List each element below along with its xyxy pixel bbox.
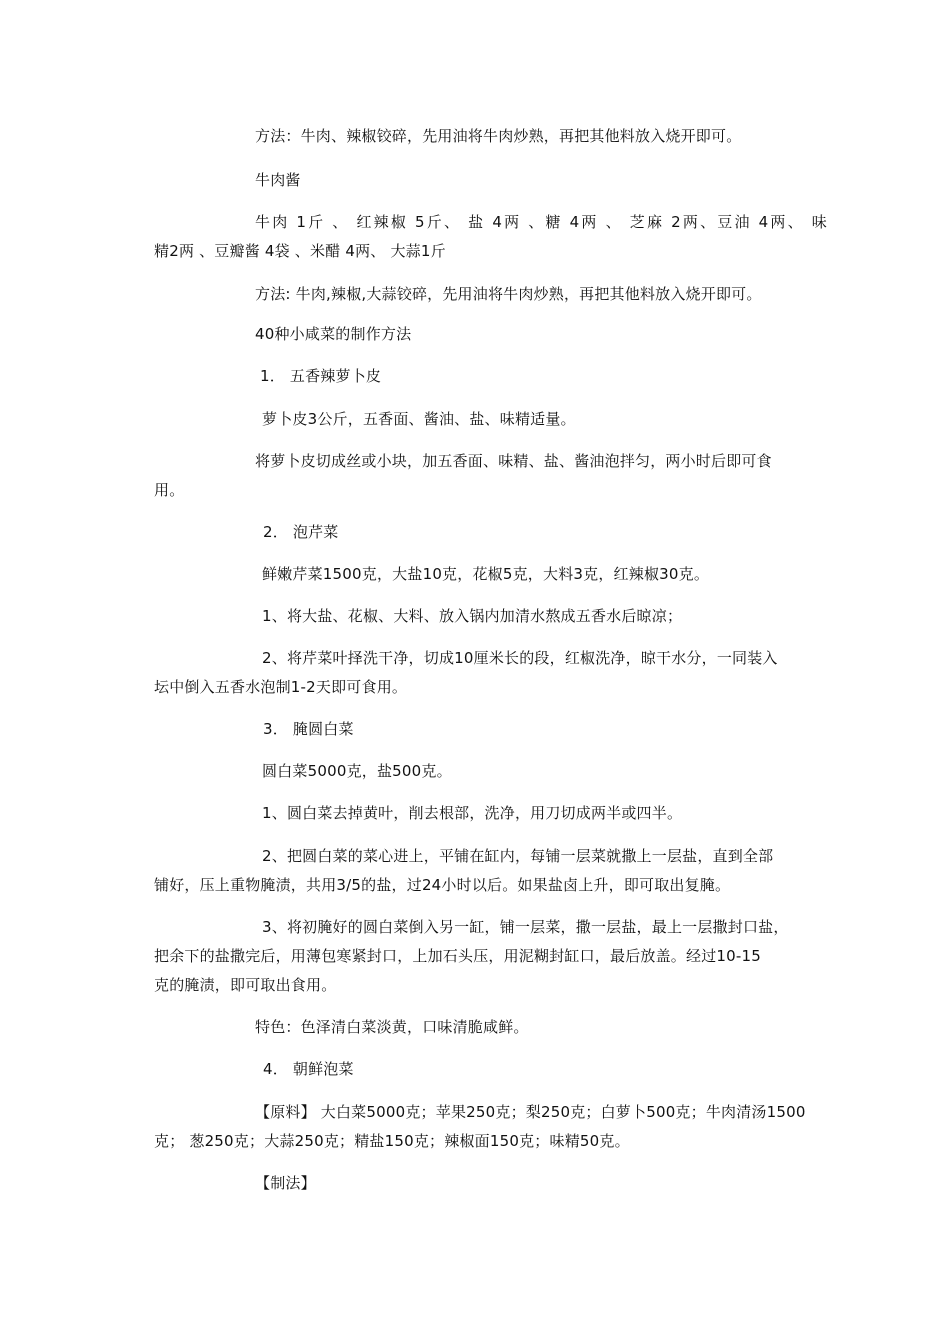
recipe-3-step-3-line-1: 3、将初腌好的圆白菜倒入另一缸，铺一层菜，撒一层盐，最上一层撒封口盐， xyxy=(262,918,789,936)
ingredients-line-2: 精2两 、豆瓣酱 4袋 、米醋 4两、 大蒜1斤 xyxy=(154,242,446,260)
recipe-3-step-3-line-3: 克的腌渍，即可取出食用。 xyxy=(154,976,337,994)
recipe-3-feature: 特色：色泽清白菜淡黄，口味清脆咸鲜。 xyxy=(255,1018,529,1036)
recipe-4-ingredients-line-1: 【原料】 大白菜5000克；苹果250克；梨250克；白萝卜500克；牛肉清汤1500 xyxy=(255,1103,806,1121)
section-title-pickles: 40种小咸菜的制作方法 xyxy=(255,325,412,343)
ingredients-line-1: 牛肉 1斤 、 红辣椒 5斤、 盐 4两 、糖 4两 、 芝麻 2两、豆油 4两、 味 xyxy=(255,213,827,231)
recipe-4-title: 4． 朝鲜泡菜 xyxy=(263,1060,354,1078)
recipe-3-step-2-line-1: 2、把圆白菜的菜心进上，平铺在缸内，每铺一层菜就撒上一层盐，直到全部 xyxy=(262,847,774,865)
recipe-1-method-line-2: 用。 xyxy=(154,481,185,499)
recipe-1-method-line-1: 将萝卜皮切成丝或小块，加五香面、味精、盐、酱油泡拌匀，两小时后即可食 xyxy=(255,452,772,470)
method-line-beef-chili: 方法：牛肉、辣椒铰碎，先用油将牛肉炒熟，再把其他料放入烧开即可。 xyxy=(255,127,742,145)
recipe-2-title: 2． 泡芹菜 xyxy=(263,523,339,541)
recipe-3-step-1: 1、圆白菜去掉黄叶，削去根部，洗净，用刀切成两半或四半。 xyxy=(262,804,683,822)
recipe-3-ingredients: 圆白菜5000克，盐500克。 xyxy=(262,762,452,780)
recipe-4-ingredients-line-2: 克； 葱250克；大蒜250克；精盐150克；辣椒面150克；味精50克。 xyxy=(154,1132,630,1150)
recipe-3-title: 3． 腌圆白菜 xyxy=(263,720,354,738)
recipe-1-title: 1． 五香辣萝卜皮 xyxy=(260,367,382,385)
recipe-3-step-3-line-2: 把余下的盐撒完后，用薄包寒紧封口，上加石头压，用泥糊封缸口，最后放盖。经过10-15 xyxy=(154,947,761,965)
recipe-3-step-2-line-2: 铺好，压上重物腌渍，共用3/5的盐，过24小时以后。如果盐卤上升，即可取出复腌。 xyxy=(154,876,731,894)
heading-beef-sauce: 牛肉酱 xyxy=(255,171,301,189)
recipe-2-ingredients: 鲜嫩芹菜1500克，大盐10克，花椒5克，大料3克，红辣椒30克。 xyxy=(262,565,710,583)
recipe-1-ingredients: 萝卜皮3公斤，五香面、酱油、盐、味精适量。 xyxy=(262,410,576,428)
recipe-2-step-2-line-1: 2、将芹菜叶择洗干净，切成10厘米长的段，红椒洗净，晾干水分，一同装入 xyxy=(262,649,778,667)
method-line-beef-sauce: 方法: 牛肉,辣椒,大蒜铰碎，先用油将牛肉炒熟，再把其他料放入烧开即可。 xyxy=(255,285,762,303)
recipe-2-step-2-line-2: 坛中倒入五香水泡制1-2天即可食用。 xyxy=(154,678,408,696)
recipe-4-method-heading: 【制法】 xyxy=(255,1174,316,1192)
recipe-2-step-1: 1、将大盐、花椒、大料、放入锅内加清水熬成五香水后晾凉； xyxy=(262,607,683,625)
